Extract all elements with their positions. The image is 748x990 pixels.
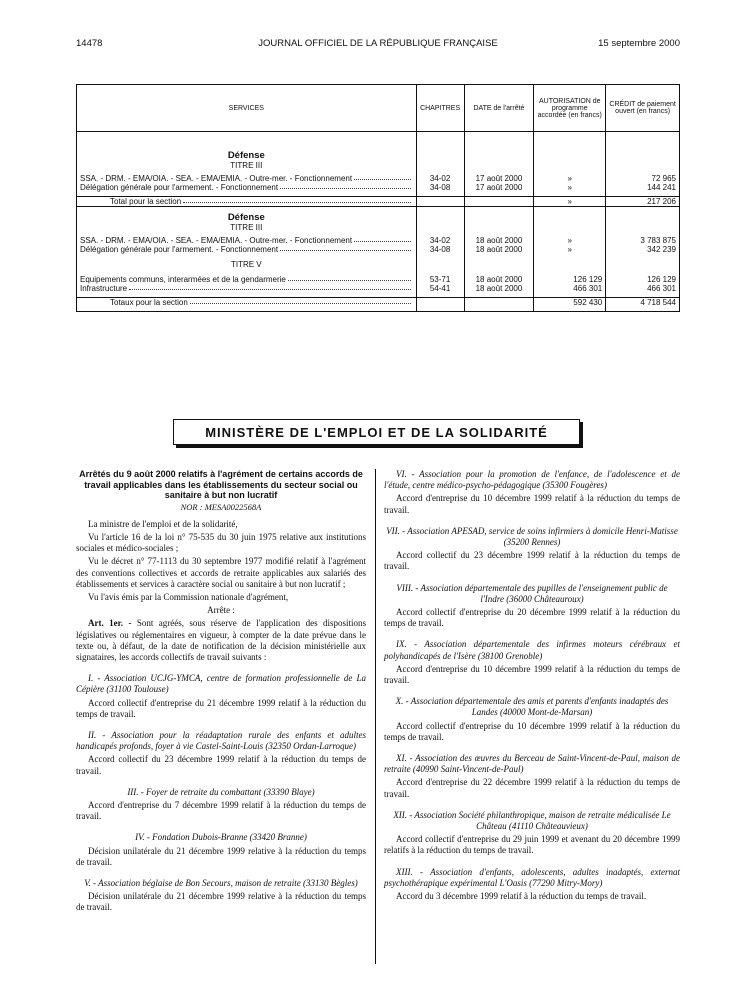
issue-date: 15 septembre 2000 [598,38,680,49]
row-label: SSA. - DRM. - EMA/OIA. - SEA. - EMA/EMIA. - Outre-mer. - Fonctionnement [80,236,353,245]
row-autorisation: 466 301 [534,284,606,293]
page-number: 14478 [76,38,103,49]
row-autorisation: » [534,183,606,192]
row-credit: 72 965 [606,174,680,183]
total-label: Total pour la section [110,196,182,206]
item-body: Accord collectif d'entreprise du 29 juin 1999 et avenant du 20 décembre 1999 relatifs à la réduction du temps de travail. [384,834,680,856]
column-divider [375,469,376,964]
row-chapitre: 34-08 [416,245,464,254]
col-header-chapitres: CHAPITRES [416,85,464,132]
total-credit: 4 718 544 [606,297,680,311]
row-date: 18 août 2000 [464,236,534,245]
total-row [77,297,680,311]
total-label: Totaux pour la section [110,297,188,307]
item-head: VIII. - Association départementale des pupilles de l'enseignement public de l'Indre (36000 Châteauroux) [396,582,668,604]
table-row [77,174,680,183]
paragraph: Vu le décret n° 77-1113 du 30 septembre 1977 modifié relatif à l'agrément des conventions collectives et accords de retraite applicables aux salariés des établissements et services à caractère social ou sanitaire à but non lucratif ; [76,556,366,589]
titre-label: TITRE V [77,260,417,269]
paragraph: Vu l'article 16 de la loi n° 75-535 du 30 juin 1975 relative aux institutions sociales et médico-sociales ; [76,531,366,554]
paragraph: La ministre de l'emploi et de la solidarité, [88,518,238,529]
row-date: 18 août 2000 [464,245,534,254]
row-autorisation: 126 129 [534,275,606,284]
arrete-title: Arrêtés du 9 août 2000 relatifs à l'agrément de certains accords de travail applicables dans les établissements du secteur social ou sanitaire à but non lucratif [79,469,363,500]
col-header-credit: CRÉDIT de paiement ouvert (en francs) [606,85,680,132]
titre-label: TITRE III [77,161,417,170]
table-row [77,284,680,293]
item-head: XIII. - Association d'enfants, adolescents, adultes inadaptés, externat psychothérapique expérimental L'Oasis (77290 Mitry-Mory) [384,866,680,888]
item-head: XI. - Association des œuvres du Berceau de Saint-Vincent-de-Paul, maison de retraite (40990 Saint-Vincent-de-Paul) [384,753,680,775]
paragraph: Vu l'avis émis par la Commission nationale d'agrément, [88,591,289,602]
item-head: I. - Association UCJG-YMCA, centre de formation professionnelle de La Cépière (31100 Toulouse) [76,673,366,695]
item-body: Accord collectif du 23 décembre 1999 relatif à la réduction du temps de travail. [384,550,680,572]
row-chapitre: 34-08 [416,183,464,192]
row-date: 18 août 2000 [464,275,534,284]
item-body: Accord collectif d'entreprise du 21 décembre 1999 relatif à la réduction du temps de travail. [76,697,366,719]
item-body: Accord collectif d'entreprise du 20 décembre 1999 relatif à la réduction du temps de travail. [384,607,680,629]
credits-table [76,84,680,312]
row-autorisation: » [534,245,606,254]
item-head: V. - Association béglaise de Bon Secours, maison de retraite (33130 Bègles) [84,877,358,888]
row-date: 18 août 2000 [464,284,534,293]
arrete-label: Arrête : [207,605,235,616]
article-label: Art. 1er. - [88,618,132,629]
col-header-autorisation: AUTORISATION de programme accordée (en francs) [534,85,606,132]
item-body: Accord du 3 décembre 1999 relatif à la réduction du temps de travail. [396,891,647,902]
row-credit: 144 241 [606,183,680,192]
table-row [77,236,680,245]
col-header-date: DATE de l'arrêté [464,85,534,132]
ministry-banner: MINISTÈRE DE L'EMPLOI ET DE LA SOLIDARITÉ [173,419,580,445]
row-autorisation: » [534,174,606,183]
item-head: VI. - Association pour la promotion de l'enfance, de l'adolescence et de l'étude, centre médico-psycho-pédagogique (35300 Fougères) [384,469,680,491]
row-label: SSA. - DRM. - EMA/OIA. - SEA. - EMA/EMIA. - Outre-mer. - Fonctionnement [80,174,353,183]
col-header-services: SERVICES [77,85,417,132]
table-row [77,245,680,254]
item-head: IX. - Association départementale des infirmes moteurs cérébraux et polyhandicapés de l'Isère (38100 Grenoble) [384,639,680,661]
row-chapitre: 34-02 [416,236,464,245]
item-body: Accord collectif d'entreprise du 10 décembre 1999 relatif à la réduction du temps de travail. [384,720,680,742]
item-head: II. - Association pour la réadaptation rurale des enfants et adultes handicapés profonds, foyer à vie Castel-Saint-Louis (32350 Ordan-Larroque) [76,729,366,752]
total-autorisation: » [534,196,606,206]
item-head: III. - Foyer de retraite du combattant (33390 Blaye) [127,786,315,797]
journal-title: JOURNAL OFFICIEL DE LA RÉPUBLIQUE FRANÇAISE [258,38,498,49]
row-label: Délégation générale pour l'armement. - Fonctionnement [80,245,279,254]
row-autorisation: » [534,236,606,245]
item-head: X. - Association départementale des amis et parents d'enfants inadaptés des Landes (40000 Mont-de-Marsan) [395,696,669,718]
table-header-row [77,85,680,132]
row-chapitre: 54-41 [416,284,464,293]
row-credit: 342 239 [606,245,680,254]
row-credit: 126 129 [606,275,680,284]
titre-label: TITRE III [77,223,417,232]
table-row [77,183,680,192]
item-body: Accord d'entreprise du 7 décembre 1999 relatif à la réduction du temps de travail. [76,799,366,822]
row-label: Infrastructure [80,284,128,293]
nor-reference: NOR : MESA0022568A [180,501,262,512]
item-head: XII. - Association Société philanthropique, maison de retraite médicalisée Le Château (41110 Châteauvieux) [393,809,671,832]
item-body: Accord collectif du 23 décembre 1999 relatif à la réduction du temps de travail. [76,754,366,776]
article-1 [76,618,366,663]
item-body: Décision unilatérale du 21 décembre 1999 relative à la réduction du temps de travail. [76,845,366,867]
row-date: 17 août 2000 [464,183,534,192]
section-title: Défense [77,212,417,223]
item-head: VII. - Association APESAD, service de soins infirmiers à domicile Henri-Matisse (35200 Rennes) [386,525,678,548]
row-label: Equipements communs, interarmées et de la gendarmerie [80,275,286,284]
item-head: IV. - Fondation Dubois-Branne (33420 Branne) [135,832,307,843]
total-credit: 217 206 [606,196,680,206]
section-title: Défense [77,150,417,161]
left-column [76,469,366,916]
total-autorisation: 592 430 [534,297,606,311]
right-column [384,469,680,904]
row-chapitre: 53-71 [416,275,464,284]
article-text: Sont agréés, sous réserve de l'application des dispositions législatives ou réglementaires en vigueur, à compter de la date prévue dans le texte ou, à défaut, de la date de notification de la décision ministérielle aux signataires, les accords collectifs de travail suivants : [76,618,366,662]
item-body: Accord d'entreprise du 10 décembre 1999 relatif à la réduction du temps de travail. [384,663,680,686]
total-row [77,196,680,206]
row-credit: 3 783 875 [606,236,680,245]
row-credit: 466 301 [606,284,680,293]
row-chapitre: 34-02 [416,174,464,183]
item-body: Décision unilatérale du 21 décembre 1999 relative à la réduction du temps de travail. [76,891,366,913]
table-row [77,275,680,284]
row-label: Délégation générale pour l'armement. - Fonctionnement [80,183,279,192]
item-body: Accord d'entreprise du 22 décembre 1999 relatif à la réduction du temps de travail. [384,777,680,799]
row-date: 17 août 2000 [464,174,534,183]
item-body: Accord d'entreprise du 10 décembre 1999 relatif à la réduction du temps de travail. [384,493,680,515]
